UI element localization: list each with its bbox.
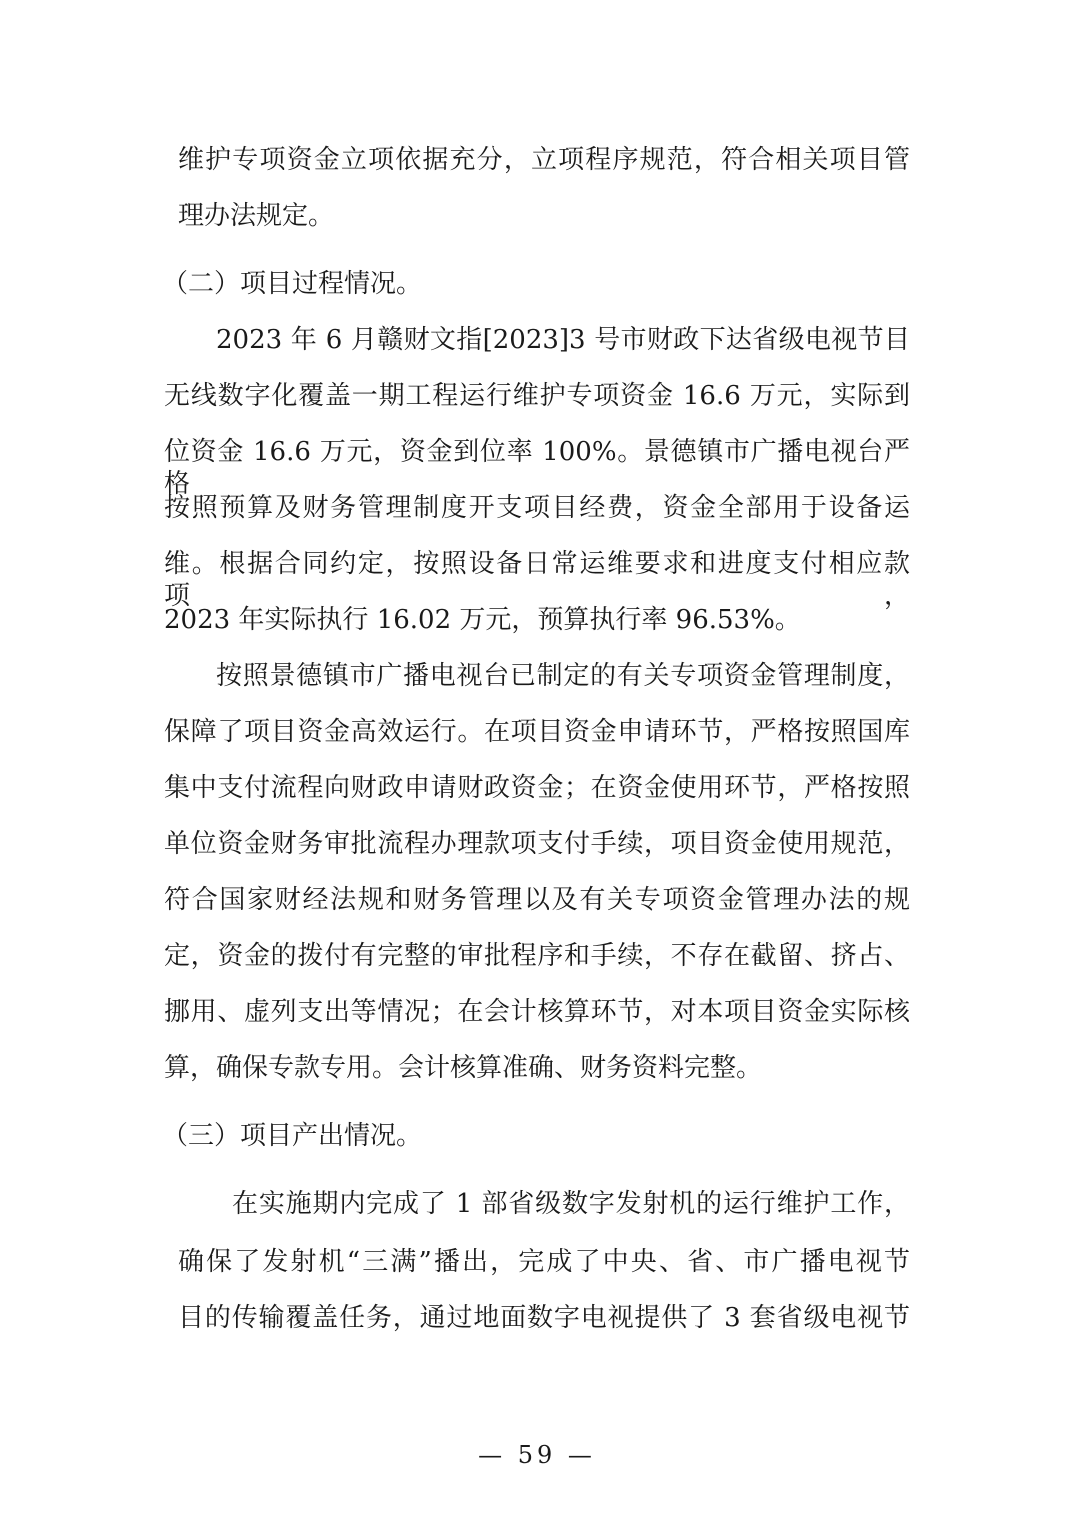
s3-p1-line-3: 目的传输覆盖任务，通过地面数字电视提供了 3 套省级电视节 <box>178 1303 910 1333</box>
section-2-heading: （二）项目过程情况。 <box>162 269 423 299</box>
s2-p2-line-8: 算，确保专款专用。会计核算准确、财务资料完整。 <box>164 1053 763 1083</box>
s2-p2-line-4: 单位资金财务审批流程办理款项支付手续，项目资金使用规范， <box>164 829 910 859</box>
s2-p2-line-6: 定，资金的拨付有完整的审批程序和手续，不存在截留、挤占、 <box>164 941 910 971</box>
section-3-heading: （三）项目产出情况。 <box>162 1121 423 1151</box>
s2-p1-line-2: 无线数字化覆盖一期工程运行维护专项资金 16.6 万元，实际到 <box>164 381 910 411</box>
s2-p1-line-6: 2023 年实际执行 16.02 万元，预算执行率 96.53%。 <box>164 605 801 635</box>
s2-p1-line-5: 维。根据合同约定，按照设备日常运维要求和进度支付相应款项， <box>164 549 910 611</box>
s2-p2-line-2: 保障了项目资金高效运行。在项目资金申请环节，严格按照国库 <box>164 717 910 747</box>
s2-p2-line-5: 符合国家财经法规和财务管理以及有关专项资金管理办法的规 <box>164 885 910 915</box>
intro-line-1: 维护专项资金立项依据充分，立项程序规范，符合相关项目管 <box>178 145 910 175</box>
s2-p2-line-1: 按照景德镇市广播电视台已制定的有关专项资金管理制度， <box>216 661 910 691</box>
s3-p1-line-1: 在实施期内完成了 1 部省级数字发射机的运行维护工作， <box>232 1189 910 1219</box>
s3-p1-line-2: 确保了发射机“三满”播出，完成了中央、省、市广播电视节 <box>178 1247 910 1277</box>
page-number: — 59 — <box>478 1441 596 1469</box>
s2-p1-line-4: 按照预算及财务管理制度开支项目经费，资金全部用于设备运 <box>164 493 910 523</box>
s2-p2-line-3: 集中支付流程向财政申请财政资金；在资金使用环节，严格按照 <box>164 773 910 803</box>
s2-p1-line-3: 位资金 16.6 万元，资金到位率 100%。景德镇市广播电视台严格 <box>164 437 910 499</box>
intro-line-2: 理办法规定。 <box>178 201 335 231</box>
s2-p2-line-7: 挪用、虚列支出等情况；在会计核算环节，对本项目资金实际核 <box>164 997 910 1027</box>
s2-p1-line-1: 2023 年 6 月赣财文指[2023]3 号市财政下达省级电视节目 <box>216 325 910 355</box>
